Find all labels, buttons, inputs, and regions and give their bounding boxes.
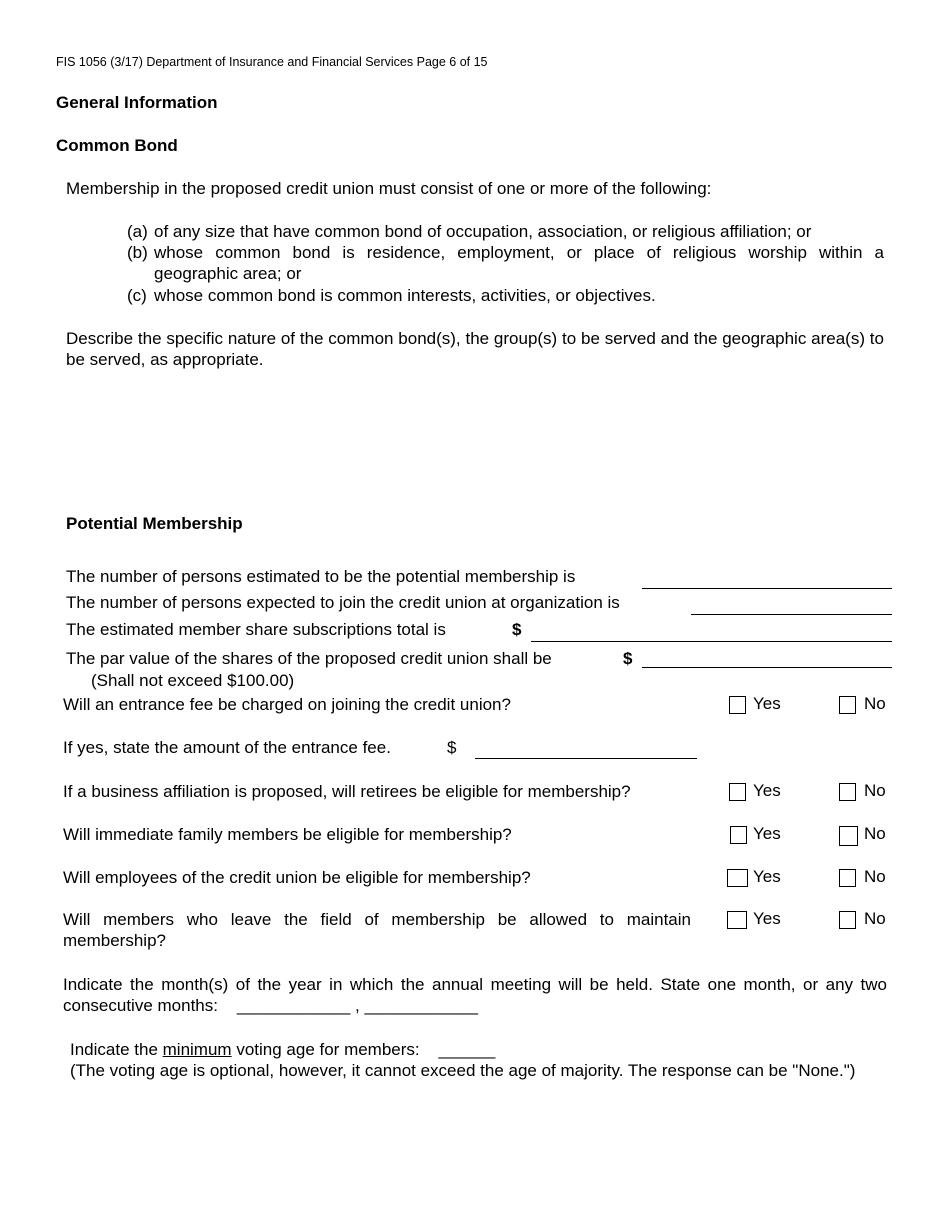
page-header: FIS 1056 (3/17) Department of Insurance and Financial Services Page 6 of 15 [56, 55, 488, 69]
leave-field-no-checkbox[interactable] [839, 911, 856, 929]
employees-yes-checkbox[interactable] [727, 869, 748, 887]
leave-field-question: Will members who leave the field of membership be allowed to maintain membership? [63, 910, 691, 950]
entrance-fee-no-checkbox[interactable] [839, 696, 856, 714]
entrance-fee-yes-checkbox[interactable] [729, 696, 746, 714]
employees-no-checkbox[interactable] [839, 869, 856, 887]
par-value-note: (Shall not exceed $100.00) [91, 671, 295, 690]
potential-membership-heading: Potential Membership [66, 514, 243, 533]
retirees-yes-checkbox[interactable] [729, 783, 746, 801]
no-label: No [864, 694, 886, 713]
voting-age-label: Indicate the minimum voting age for members: ______ [70, 1040, 496, 1059]
family-yes-checkbox[interactable] [730, 826, 747, 844]
potential-membership-label: The number of persons estimated to be the potential membership is [66, 567, 576, 586]
par-value-label: The par value of the shares of the proposed credit union shall be [66, 649, 552, 668]
family-no-checkbox[interactable] [839, 826, 858, 846]
leave-field-yes-checkbox[interactable] [727, 911, 747, 929]
par-value-field[interactable] [642, 667, 892, 668]
list-item-b: whose common bond is residence, employment, or place of religious worship within a geographic area; or [154, 243, 884, 283]
potential-membership-field[interactable] [642, 588, 892, 589]
general-information-heading: General Information [56, 93, 218, 112]
no-label: No [864, 867, 886, 886]
entrance-fee-amount-label: If yes, state the amount of the entrance fee. [63, 738, 391, 757]
entrance-fee-question: Will an entrance fee be charged on joining the credit union? [63, 695, 511, 714]
list-marker-a: (a) [127, 222, 148, 241]
describe-common-bond: Describe the specific nature of the common bond(s), the group(s) to be served and the geographic area(s) to be served, as appropriate. [66, 329, 884, 369]
list-marker-c: (c) [127, 286, 147, 305]
dollar-sign: $ [512, 620, 522, 639]
voting-age-field[interactable]: ______ [438, 1040, 496, 1059]
retirees-question: If a business affiliation is proposed, will retirees be eligible for membership? [63, 782, 631, 801]
share-subscriptions-label: The estimated member share subscriptions total is [66, 620, 446, 639]
no-label: No [864, 909, 886, 928]
expected-members-label: The number of persons expected to join the credit union at organization is [66, 593, 620, 612]
common-bond-intro: Membership in the proposed credit union must consist of one or more of the following: [66, 179, 712, 198]
list-item-c: whose common bond is common interests, activities, or objectives. [154, 286, 656, 305]
annual-meeting-months-field[interactable]: ____________ , ____________ [236, 996, 478, 1015]
employees-question: Will employees of the credit union be eligible for membership? [63, 868, 531, 887]
common-bond-heading: Common Bond [56, 136, 178, 155]
expected-members-field[interactable] [691, 614, 892, 615]
yes-label: Yes [753, 781, 781, 800]
yes-label: Yes [753, 824, 781, 843]
share-subscriptions-field[interactable] [531, 641, 892, 642]
list-item-a: of any size that have common bond of occupation, association, or religious affiliation; or [154, 222, 812, 241]
entrance-fee-amount-field[interactable] [475, 758, 697, 759]
voting-age-note: (The voting age is optional, however, it cannot exceed the age of majority. The response can be "None.") [70, 1061, 856, 1080]
dollar-sign: $ [623, 649, 633, 668]
retirees-no-checkbox[interactable] [839, 783, 856, 801]
annual-meeting-text: Indicate the month(s) of the year in which the annual meeting will be held. State one month, or any two consecutive months: ____________ , ____________ [63, 975, 887, 1015]
list-marker-b: (b) [127, 243, 148, 262]
yes-label: Yes [753, 867, 781, 886]
yes-label: Yes [753, 694, 781, 713]
dollar-sign: $ [447, 738, 457, 757]
yes-label: Yes [753, 909, 781, 928]
no-label: No [864, 781, 886, 800]
no-label: No [864, 824, 886, 843]
family-question: Will immediate family members be eligible for membership? [63, 825, 512, 844]
